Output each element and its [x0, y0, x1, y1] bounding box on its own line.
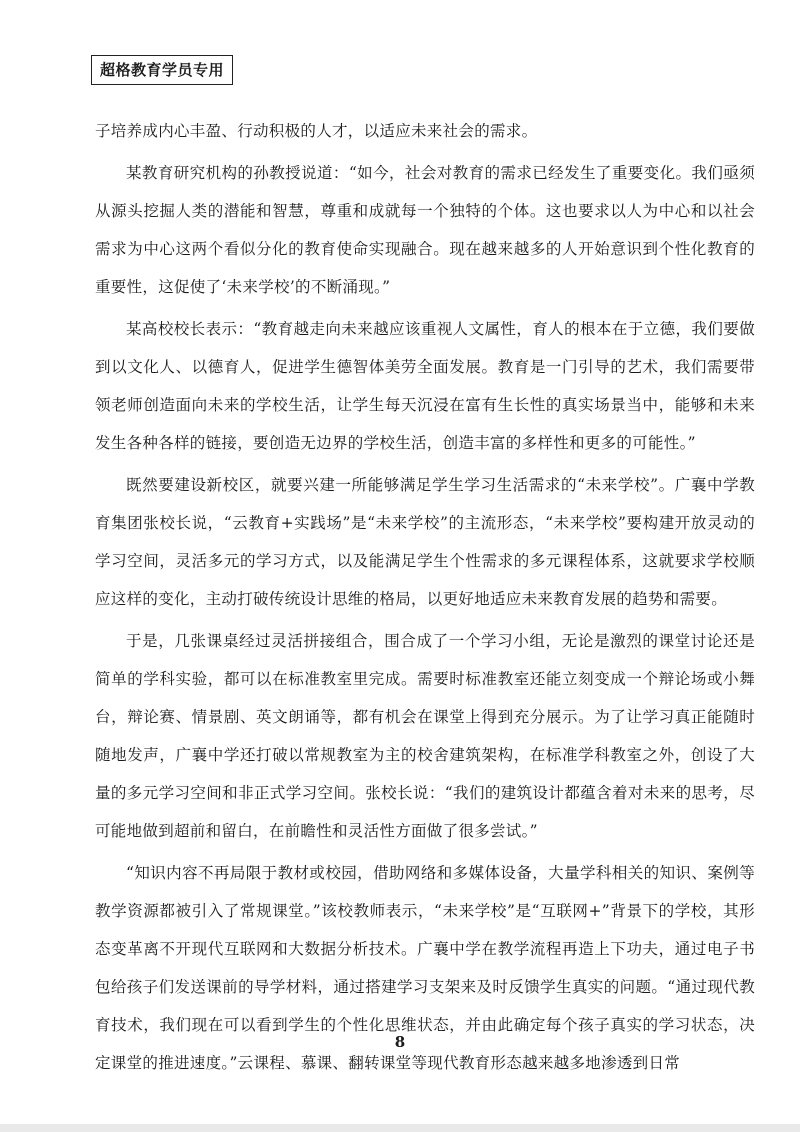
paragraph: “知识内容不再局限于教材或校园，借助网络和多媒体设备，大量学科相关的知识、案例等教学资源都被引入了常规课堂。”该校教师表示，“未来学校”是“互联网+”背景下的学校，其形态变革离不开现代互联网和大数据分析技术。广襄中学在教学流程再造上下功夫，通过电子书包给孩子们发送课前的导学材料，通过搭建学习支架来及时反馈学生真实的问题。“通过现代教育技术，我们现在可以看到学生的个性化思维状态，并由此确定每个孩子真实的学习状态，决定课堂的推进速度。”云课程、慕课、翻转课堂等现代教育形态越来越多地渗透到日常: [95, 864, 755, 1072]
scan-edge: [0, 1124, 800, 1132]
paragraph: 既然要建设新校区，就要兴建一所能够满足学生学习生活需求的“未来学校”。广襄中学教育集团张校长说，“云教育+实践场”是“未来学校”的主流形态，“未来学校”要构建开放灵动的学习空间，灵活多元的学习方式，以及能满足学生个性需求的多元课程体系，这就要求学校顺应这样的变化，主动打破传统设计思维的格局，以更好地适应未来教育发展的趋势和需要。: [95, 476, 755, 608]
paragraph: 子培养成内心丰盈、行动积极的人才，以适应未来社会的需求。: [95, 122, 538, 140]
paragraph: 于是，几张课桌经过灵活拼接组合，围合成了一个学习小组，无论是激烈的课堂讨论还是简单的学科实验，都可以在标准教室里完成。需要时标准教室还能立刻变成一个辩论场或小舞台，辩论赛、情景剧、英文朗诵等，都有机会在课堂上得到充分展示。为了让学习真正能随时随地发声，广襄中学还打破以常规教室为主的校舍建筑架构，在标准学科教室之外，创设了大量的多元学习空间和非正式学习空间。张校长说：“我们的建筑设计都蕴含着对未来的思考，尽可能地做到超前和留白，在前瞻性和灵活性方面做了很多尝试。”: [95, 632, 755, 840]
paragraph: 某高校校长表示：“教育越走向未来越应该重视人文属性，育人的根本在于立德，我们要做到以文化人、以德育人，促进学生德智体美劳全面发展。教育是一门引导的艺术，我们需要带领老师创造面向未来的学校生活，让学生每天沉浸在富有生长性的真实场景当中，能够和未来发生各种各样的链接，要创造无边界的学校生活，创造丰富的多样性和更多的可能性。”: [95, 320, 755, 452]
page-number: 8: [394, 1033, 406, 1051]
header-label: 超格教育学员专用: [91, 55, 233, 85]
paragraph: 某教育研究机构的孙教授说道：“如今，社会对教育的需求已经发生了重要变化。我们亟须从源头挖掘人类的潜能和智慧，尊重和成就每一个独特的个体。这也要求以人为中心和以社会需求为中心这两个看似分化的教育使命实现融合。现在越来越多的人开始意识到个性化教育的重要性，这促使了‘未来学校’的不断涌现。”: [95, 164, 755, 296]
body-text: [95, 112, 755, 1086]
